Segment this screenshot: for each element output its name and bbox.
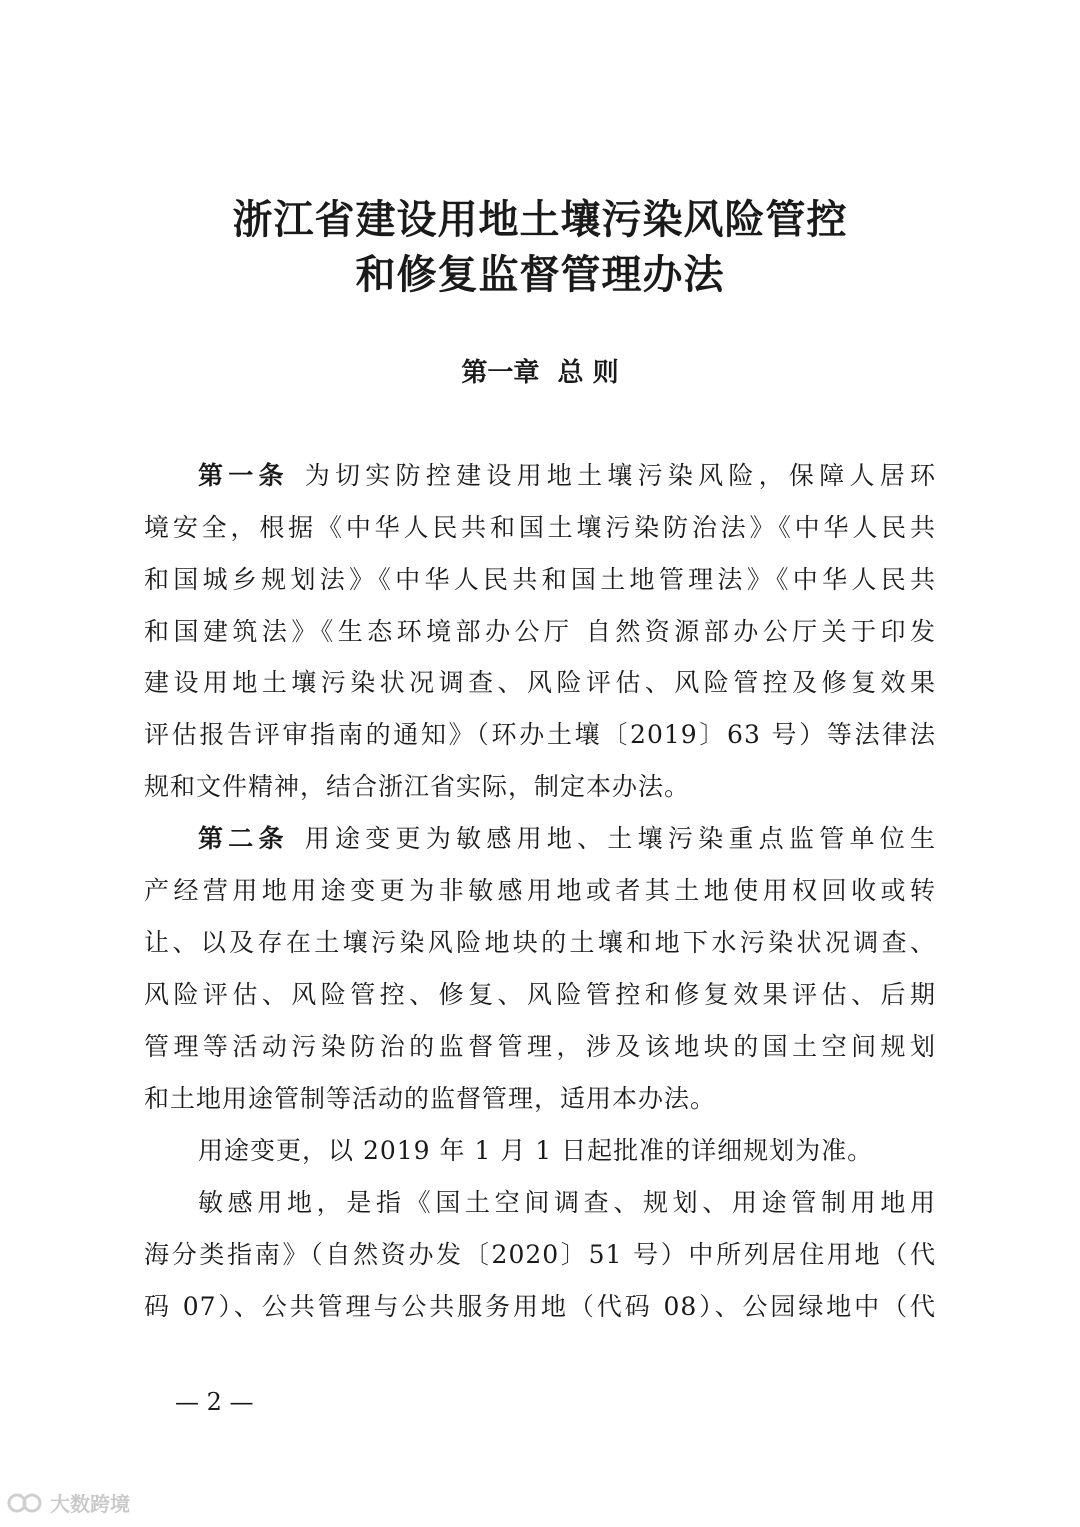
article-1-text: 为切实防控建设用地土壤污染风险，保障人居环 <box>304 461 936 490</box>
article-1-line: 和国建筑法》《生态环境部办公厅 自然资源部办公厅关于印发 <box>144 617 936 646</box>
article-1-line: 评估报告评审指南的通知》（环办土壤〔2019〕63 号）等法律法 <box>144 720 936 749</box>
paragraph-sensitive-land-line: 海分类指南》（自然资办发〔2020〕51 号）中所列居住用地（代 <box>144 1240 936 1269</box>
article-2-line: 产经营用地用途变更为非敏感用地或者其土地使用权回收或转 <box>144 876 936 905</box>
article-1-line: 境安全，根据《中华人民共和国土壤污染防治法》《中华人民共 <box>144 513 936 542</box>
watermark-text: 大数跨境 <box>50 1492 130 1516</box>
article-2-line: 管理等活动污染防治的监督管理，涉及该地块的国土空间规划 <box>144 1032 936 1061</box>
page-number: — 2 — <box>175 1388 254 1416</box>
article-2-label: 第二条 <box>198 824 289 853</box>
document-title-line-1: 浙江省建设用地土壤污染风险管控 <box>232 197 848 243</box>
article-2-text: 用途变更为敏感用地、土壤污染重点监管单位生 <box>304 824 936 853</box>
chapter-heading: 第一章 总 则 <box>461 358 619 388</box>
article-2-line: 让、以及存在土壤污染风险地块的土壤和地下水污染状况调查、 <box>144 928 936 957</box>
article-1-line <box>198 463 936 488</box>
article-1-label: 第一条 <box>198 461 289 490</box>
watermark-logo-icon <box>6 1490 46 1516</box>
article-2-line: 风险评估、风险管控、修复、风险管控和修复效果评估、后期 <box>144 980 936 1009</box>
paragraph-sensitive-land-line: 敏感用地，是指《国土空间调查、规划、用途管制用地用 <box>198 1188 936 1217</box>
document-title-line-2: 和修复监督管理办法 <box>355 252 725 298</box>
article-1-line: 规和文件精神，结合浙江省实际，制定本办法。 <box>144 772 691 801</box>
article-1-line: 建设用地土壤污染状况调查、风险评估、风险管控及修复效果 <box>144 668 936 697</box>
article-2-line: 和土地用途管制等活动的监督管理，适用本办法。 <box>144 1084 717 1113</box>
article-2-line <box>198 826 936 851</box>
paragraph-sensitive-land-line: 码 07）、公共管理与公共服务用地（代码 08）、公园绿地中（代 <box>144 1292 936 1321</box>
watermark <box>6 1488 130 1517</box>
paragraph-usage-change: 用途变更，以 2019 年 1 月 1 日起批准的详细规划为准。 <box>198 1136 874 1165</box>
article-1-line: 和国城乡规划法》《中华人民共和国土地管理法》《中华人民共 <box>144 565 936 594</box>
